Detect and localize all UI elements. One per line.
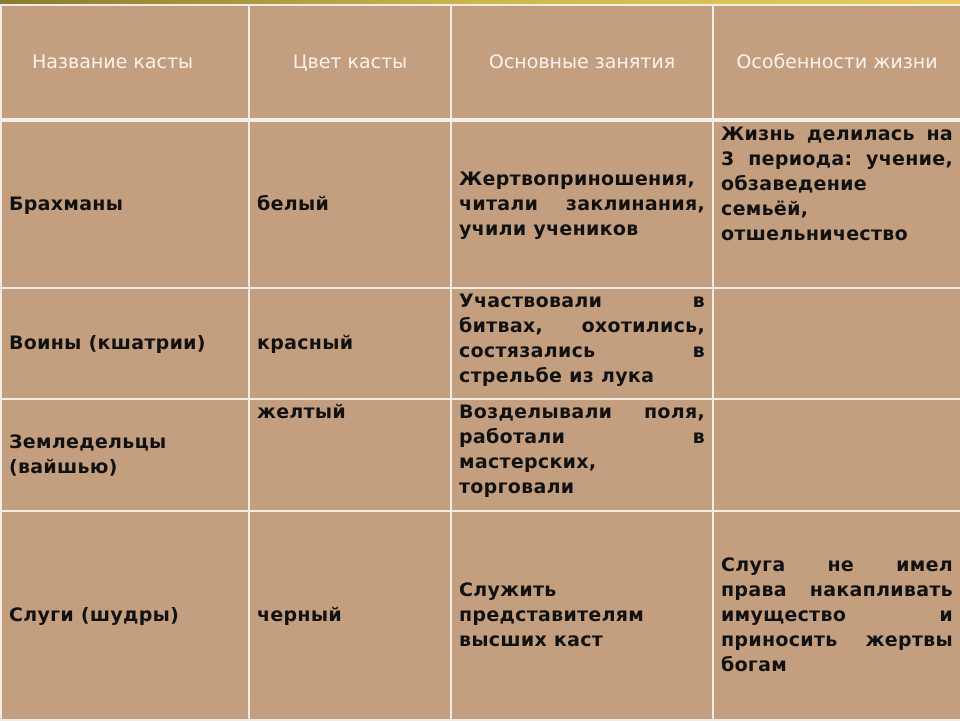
caste-name-cell: Слуги (шудры) xyxy=(1,511,249,720)
header-caste-name: Название касты xyxy=(1,5,249,120)
table-row-farmers xyxy=(1,399,960,511)
header-occupations: Основные занятия xyxy=(451,5,713,120)
table-row-brahmins xyxy=(1,120,960,288)
header-life-features-text: Особенности жизни xyxy=(736,50,938,73)
life-features-cell xyxy=(713,288,960,399)
caste-name-cell: Брахманы xyxy=(1,120,249,288)
life-features-cell: Слуга не имел права накапливать имущество и приносить жертвы богам xyxy=(713,511,960,720)
caste-color-cell: красный xyxy=(249,288,451,399)
occupations-cell: Участвовали в битвах, охотились, состязались в стрельбе из лука xyxy=(451,288,713,399)
caste-color-cell: белый xyxy=(249,120,451,288)
occupations-cell: Жертвоприношения, читали заклинания, учили учеников xyxy=(451,120,713,288)
caste-name-cell: Земледельцы (вайшью) xyxy=(1,399,249,511)
caste-name-cell: Воины (кшатрии) xyxy=(1,288,249,399)
table-row-servants xyxy=(1,511,960,720)
header-life-features xyxy=(713,5,960,120)
caste-table xyxy=(0,4,960,721)
caste-color-cell: желтый xyxy=(249,399,451,511)
table-row-warriors xyxy=(1,288,960,399)
life-features-cell: Жизнь делилась на 3 периода: учение, обзаведение семьёй, отшельничество xyxy=(713,120,960,288)
header-caste-color: Цвет касты xyxy=(249,5,451,120)
life-features-cell xyxy=(713,399,960,511)
caste-color-cell: черный xyxy=(249,511,451,720)
occupations-cell: Служить представителям высших каст xyxy=(451,511,713,720)
header-row xyxy=(1,5,960,120)
occupations-cell: Возделывали поля, работали в мастерских, торговали xyxy=(451,399,713,511)
